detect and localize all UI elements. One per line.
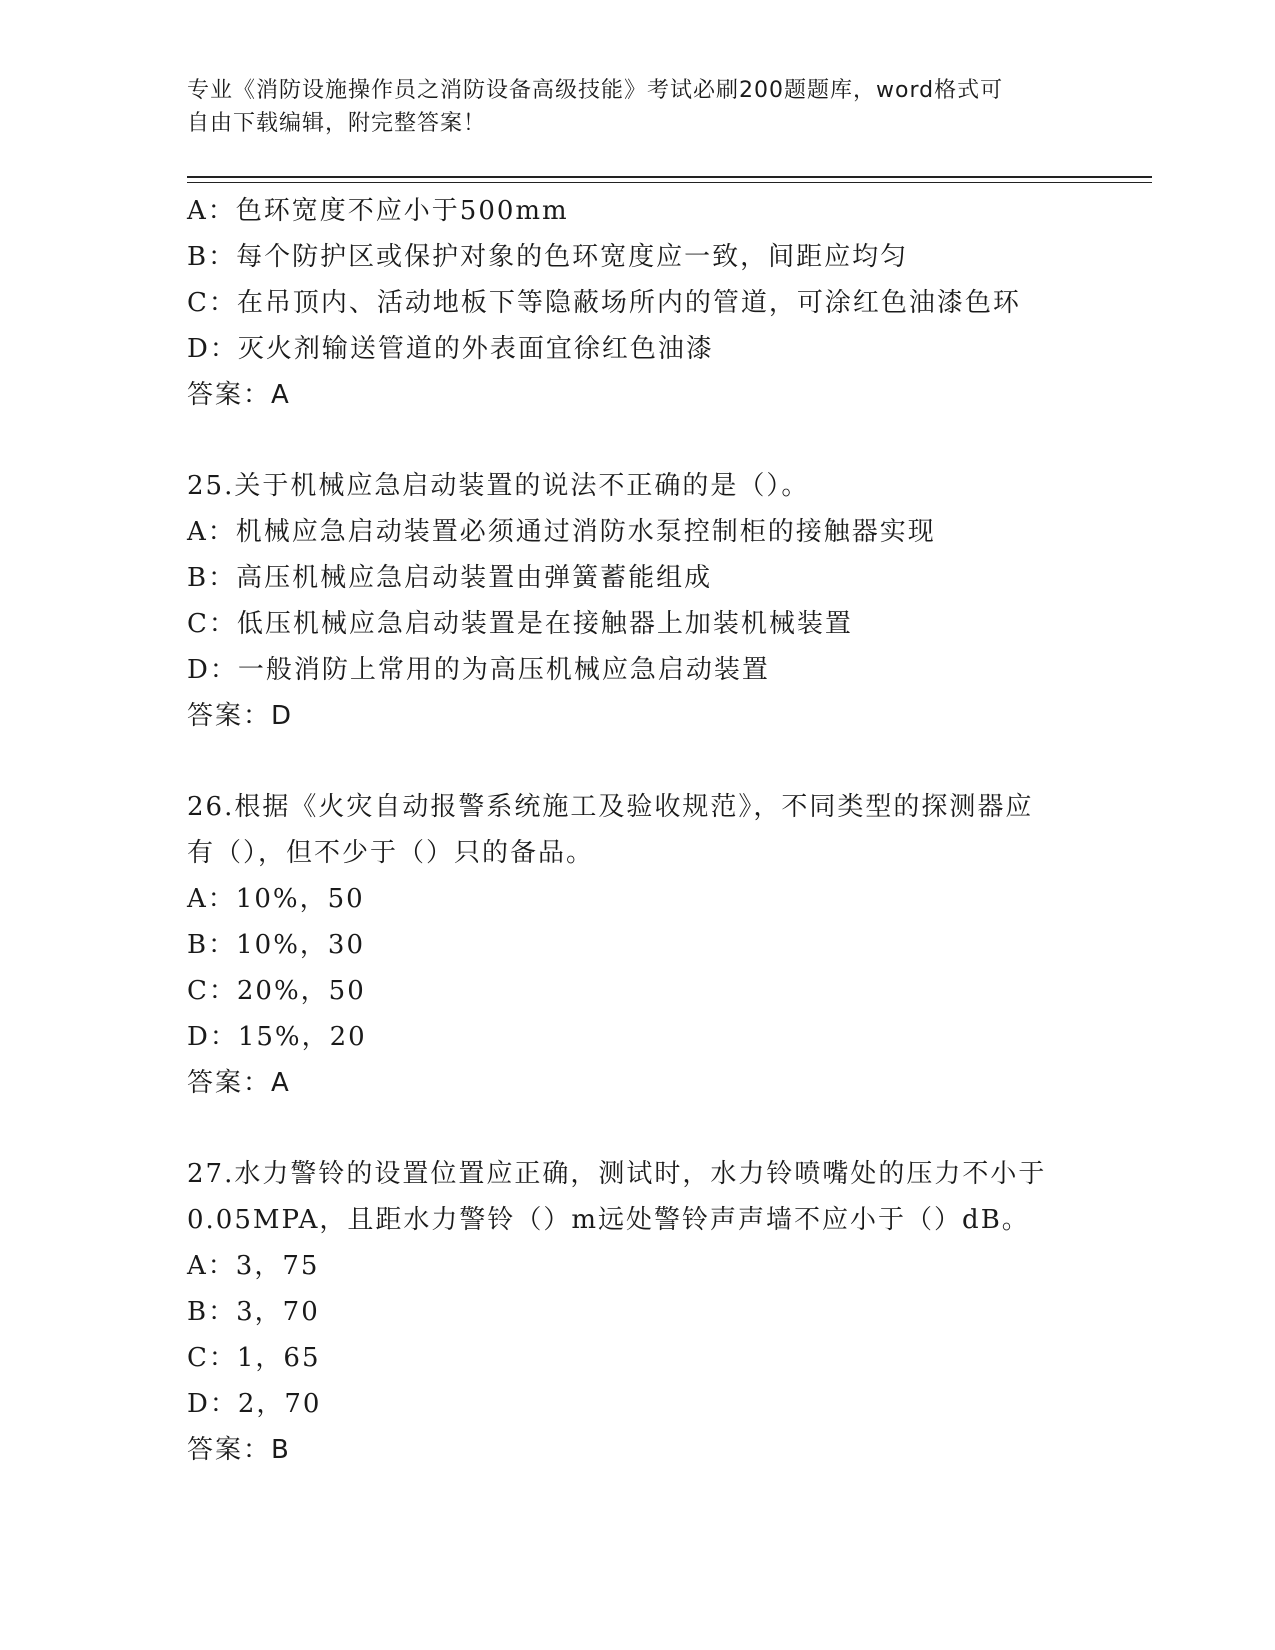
- option-b: B：每个防护区或保护对象的色环宽度应一致，间距应均匀: [187, 242, 909, 272]
- option-a: A：10%，50: [187, 884, 365, 914]
- question-text: 26.根据《火灾自动报警系统施工及验收规范》，不同类型的探测器应: [187, 792, 1034, 822]
- answer-line: 答案：D: [187, 701, 294, 731]
- answer-line: 答案：A: [187, 380, 291, 410]
- question-list: [187, 188, 1147, 1473]
- question-text: 25.关于机械应急启动装置的说法不正确的是（）。: [187, 471, 810, 501]
- header-line-1: 专业《消防设施操作员之消防设备高级技能》考试必刷200题题库，word格式可: [187, 78, 1004, 103]
- document-header: [187, 74, 1067, 140]
- option-a: A：3，75: [187, 1251, 320, 1281]
- option-d: D：15%，20: [187, 1022, 367, 1052]
- header-divider-thick: [187, 176, 1152, 178]
- option-c: C：1，65: [187, 1343, 321, 1373]
- question-block-26: [187, 784, 1147, 1106]
- option-d: D：2，70: [187, 1389, 322, 1419]
- option-b: B：10%，30: [187, 930, 365, 960]
- option-b: B：高压机械应急启动装置由弹簧蓄能组成: [187, 563, 713, 593]
- question-text: 27.水力警铃的设置位置应正确，测试时，水力铃喷嘴处的压力不小于: [187, 1159, 1047, 1189]
- option-d: D：一般消防上常用的为高压机械应急启动装置: [187, 655, 770, 685]
- answer-line: 答案：B: [187, 1435, 291, 1465]
- option-d: D：灭火剂输送管道的外表面宜徐红色油漆: [187, 334, 714, 364]
- question-text-cont: 有（），但不少于（）只的备品。: [187, 838, 595, 868]
- option-a: A：机械应急启动装置必须通过消防水泵控制柜的接触器实现: [187, 517, 936, 547]
- option-c: C：在吊顶内、活动地板下等隐蔽场所内的管道，可涂红色油漆色环: [187, 288, 1021, 318]
- option-a: A：色环宽度不应小于500mm: [187, 196, 569, 226]
- question-block-25: [187, 463, 1147, 739]
- header-line-2: 自由下载编辑，附完整答案！: [187, 111, 487, 136]
- header-divider-thin: [187, 182, 1152, 183]
- answer-line: 答案：A: [187, 1068, 291, 1098]
- question-text-cont: 0.05MPA，且距水力警铃（）m远处警铃声声墙不应小于（）dB。: [187, 1205, 1030, 1235]
- question-block-27: [187, 1151, 1147, 1473]
- question-block-24: [187, 188, 1147, 418]
- option-b: B：3，70: [187, 1297, 320, 1327]
- option-c: C：20%，50: [187, 976, 366, 1006]
- option-c: C：低压机械应急启动装置是在接触器上加装机械装置: [187, 609, 853, 639]
